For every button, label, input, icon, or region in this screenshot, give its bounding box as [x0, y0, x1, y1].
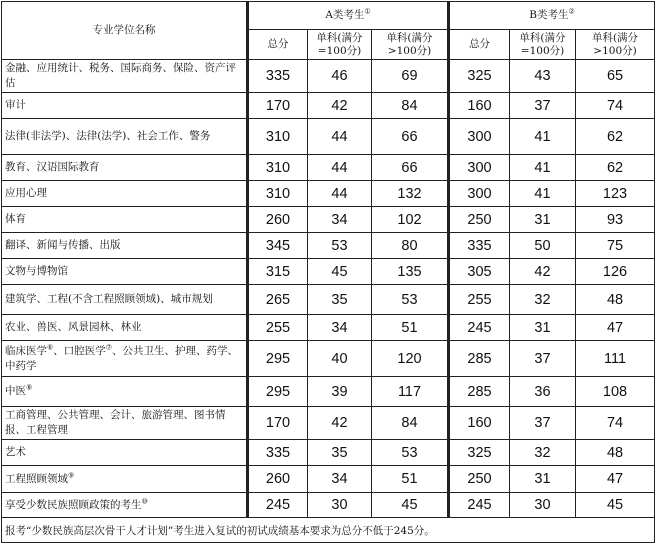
score-cell-b-total: 285 [449, 341, 510, 377]
score-cell-a-s100: 39 [308, 377, 372, 407]
major-name-cell [2, 259, 248, 285]
score-cell-b-s100: 30 [510, 493, 576, 518]
footer-row [2, 518, 655, 543]
major-name-text: 法律(非法学)、法律(法学)、社会工作、警务 [5, 130, 211, 142]
footnote-mark: ⑧ [26, 383, 33, 392]
score-cell-a-sgt100: 69 [372, 60, 449, 93]
score-cell-a-s100: 44 [308, 155, 372, 181]
score-cell-a-s100: 44 [308, 181, 372, 207]
score-cell-a-sgt100: 132 [372, 181, 449, 207]
score-cell-a-sgt100: 135 [372, 259, 449, 285]
score-cell-a-sgt100: 117 [372, 377, 449, 407]
score-cell-a-s100: 35 [308, 440, 372, 466]
score-cell-b-s100: 41 [510, 155, 576, 181]
score-cell-b-total: 285 [449, 377, 510, 407]
b-single100-header [510, 30, 576, 60]
score-cell-a-s100: 40 [308, 341, 372, 377]
footnote-mark: ⑦ [105, 343, 113, 351]
major-name-cell [2, 93, 248, 119]
score-cell-a-s100: 45 [308, 259, 372, 285]
major-name-text: 审计 [5, 99, 26, 111]
score-cell-b-s100: 43 [510, 60, 576, 93]
score-cell-b-sgt100: 74 [576, 93, 655, 119]
score-cell-b-total: 300 [449, 155, 510, 181]
major-name-cell [2, 285, 248, 315]
a-single100-label-2: =100分) [317, 44, 362, 57]
score-cell-b-sgt100: 126 [576, 259, 655, 285]
score-cell-b-s100: 37 [510, 93, 576, 119]
b-single100-label-1: 单科(满分 [519, 31, 566, 44]
score-cell-a-s100: 30 [308, 493, 372, 518]
score-cell-b-sgt100: 123 [576, 181, 655, 207]
table-row [2, 60, 655, 93]
a-single100-label-1: 单科(满分 [316, 31, 363, 44]
score-cell-b-total: 325 [449, 440, 510, 466]
score-cell-b-total: 250 [449, 466, 510, 493]
b-total-label: 总分 [469, 38, 490, 50]
major-name-cell [2, 377, 248, 407]
major-name-cell [2, 155, 248, 181]
score-cell-b-s100: 50 [510, 233, 576, 259]
score-cell-b-total: 245 [449, 493, 510, 518]
major-name-text: 临床医学 [5, 344, 47, 357]
score-cell-a-total: 295 [248, 377, 308, 407]
score-cell-a-s100: 46 [308, 60, 372, 93]
major-name-text: 建筑学、工程(不含工程照顾领域)、城市规划 [5, 293, 213, 305]
major-name-text: 翻译、新闻与传播、出版 [5, 239, 121, 251]
score-cell-a-sgt100: 53 [372, 285, 449, 315]
major-name-text: 艺术 [5, 446, 26, 458]
score-cell-b-sgt100: 111 [576, 341, 655, 377]
major-name-text: 农业、兽医、风景园林、林业 [5, 321, 142, 333]
score-cell-b-sgt100: 62 [576, 155, 655, 181]
major-name-cell [2, 466, 248, 493]
table-row [2, 440, 655, 466]
table-row [2, 259, 655, 285]
table-row [2, 233, 655, 259]
group-a-header [248, 2, 449, 30]
score-cell-a-s100: 34 [308, 315, 372, 341]
b-singlegt100-label-2: >100分) [593, 44, 637, 57]
score-cell-b-s100: 41 [510, 181, 576, 207]
score-cell-a-s100: 42 [308, 93, 372, 119]
score-cell-a-sgt100: 66 [372, 155, 449, 181]
major-name-text: 、口腔医学 [53, 344, 106, 357]
score-cell-b-s100: 32 [510, 285, 576, 315]
major-name-text: 工商管理、公共管理、会计、旅游管理、图书情报、工程管理 [5, 409, 226, 436]
major-name-cell [2, 493, 248, 518]
a-total-label: 总分 [267, 38, 289, 50]
score-cell-a-s100: 53 [308, 233, 372, 259]
score-cell-b-sgt100: 93 [576, 207, 655, 233]
a-total-header [248, 30, 308, 60]
score-cell-a-s100: 35 [308, 285, 372, 315]
major-name-text: 应用心理 [5, 187, 47, 199]
score-cell-a-total: 345 [248, 233, 308, 259]
major-name-text: 工程照顾领域 [5, 472, 68, 485]
score-cell-a-sgt100: 51 [372, 315, 449, 341]
table-row [2, 93, 655, 119]
score-cell-a-sgt100: 51 [372, 466, 449, 493]
b-singlegt100-label-1: 单科(满分 [591, 31, 639, 44]
major-name-cell [2, 207, 248, 233]
footnote-mark: ⑥ [47, 343, 54, 351]
score-cell-a-total: 315 [248, 259, 308, 285]
table-row [2, 285, 655, 315]
score-cell-a-sgt100: 66 [372, 119, 449, 155]
table-row [2, 315, 655, 341]
score-cell-b-total: 335 [449, 233, 510, 259]
score-cell-a-total: 335 [248, 440, 308, 466]
table-row [2, 207, 655, 233]
header-row-1 [2, 2, 655, 30]
table-row [2, 181, 655, 207]
score-cell-b-sgt100: 48 [576, 285, 655, 315]
score-cell-a-s100: 34 [308, 466, 372, 493]
major-name-cell [2, 341, 248, 377]
table-row [2, 377, 655, 407]
table-row [2, 407, 655, 440]
score-cell-a-total: 310 [248, 119, 308, 155]
major-name-text: 金融、应用统计、税务、国际商务、保险、资产评估 [5, 62, 236, 89]
table-row [2, 341, 655, 377]
group-b-footnote: ② [568, 7, 575, 16]
score-cell-a-total: 255 [248, 315, 308, 341]
score-cell-b-s100: 31 [510, 315, 576, 341]
group-b-header [449, 2, 655, 30]
major-name-text: 体育 [5, 213, 26, 225]
score-cell-a-total: 170 [248, 93, 308, 119]
score-cell-b-sgt100: 45 [576, 493, 655, 518]
score-cell-b-total: 245 [449, 315, 510, 341]
score-cell-a-total: 170 [248, 407, 308, 440]
score-cell-b-s100: 37 [510, 407, 576, 440]
major-name-text: 、公共卫生、护理、药学、中药学 [5, 344, 239, 372]
score-cell-b-s100: 31 [510, 207, 576, 233]
score-cell-b-total: 255 [449, 285, 510, 315]
major-name-text: 享受少数民族照顾政策的考生 [5, 498, 142, 511]
score-cell-a-total: 310 [248, 181, 308, 207]
score-cell-b-sgt100: 62 [576, 119, 655, 155]
score-cell-a-sgt100: 80 [372, 233, 449, 259]
score-cell-b-total: 160 [449, 407, 510, 440]
score-cell-a-total: 335 [248, 60, 308, 93]
score-cell-a-total: 310 [248, 155, 308, 181]
a-singlegt100-label-2: >100分) [387, 44, 432, 57]
major-name-text: 文物与博物馆 [5, 265, 68, 277]
a-singlegt100-label-1: 单科(满分 [386, 31, 433, 44]
score-cell-a-total: 295 [248, 341, 308, 377]
table-row [2, 155, 655, 181]
score-table [1, 1, 655, 543]
score-cell-a-sgt100: 84 [372, 407, 449, 440]
score-cell-b-sgt100: 47 [576, 315, 655, 341]
major-column-label: 专业学位名称 [92, 24, 156, 36]
major-name-cell [2, 315, 248, 341]
score-cell-b-total: 305 [449, 259, 510, 285]
score-cell-b-sgt100: 108 [576, 377, 655, 407]
table-row [2, 493, 655, 518]
b-total-header [449, 30, 510, 60]
table-body [2, 60, 655, 518]
footnote-mark: ⑩ [141, 497, 148, 505]
score-cell-a-sgt100: 45 [372, 493, 449, 518]
score-cell-b-s100: 41 [510, 119, 576, 155]
score-cell-b-s100: 32 [510, 440, 576, 466]
score-cell-a-sgt100: 53 [372, 440, 449, 466]
table-row [2, 119, 655, 155]
score-cell-b-s100: 31 [510, 466, 576, 493]
score-cell-b-total: 160 [449, 93, 510, 119]
score-cell-a-s100: 44 [308, 119, 372, 155]
major-name-cell [2, 119, 248, 155]
score-cell-a-total: 260 [248, 466, 308, 493]
major-name-text: 中医 [5, 385, 26, 397]
score-cell-a-s100: 34 [308, 207, 372, 233]
footer-note: 报考“少数民族高层次骨干人才计划”考生进入复试的初试成绩基本要求为总分不低于245分。 [2, 518, 655, 543]
score-cell-a-sgt100: 84 [372, 93, 449, 119]
score-cell-b-total: 325 [449, 60, 510, 93]
group-b-label: B类考生 [529, 9, 569, 21]
a-single100-header [308, 30, 372, 60]
score-cell-a-total: 245 [248, 493, 308, 518]
major-column-header [2, 2, 248, 60]
group-a-footnote: ① [364, 7, 371, 16]
a-singlegt100-header [372, 30, 449, 60]
b-single100-label-2: =100分) [520, 44, 565, 57]
score-cell-a-total: 260 [248, 207, 308, 233]
score-cell-a-total: 265 [248, 285, 308, 315]
major-name-text: 教育、汉语国际教育 [5, 161, 100, 173]
score-cell-b-sgt100: 74 [576, 407, 655, 440]
score-cell-b-s100: 42 [510, 259, 576, 285]
major-name-cell [2, 181, 248, 207]
major-name-cell [2, 60, 248, 93]
group-a-label: A类考生 [325, 9, 365, 21]
footnote-mark: ⑨ [68, 471, 75, 479]
score-cell-b-total: 300 [449, 181, 510, 207]
score-cell-b-sgt100: 65 [576, 60, 655, 93]
major-name-cell [2, 407, 248, 440]
table-row [2, 466, 655, 493]
score-cell-b-s100: 36 [510, 377, 576, 407]
score-cell-a-s100: 42 [308, 407, 372, 440]
score-cell-a-sgt100: 120 [372, 341, 449, 377]
score-cell-b-sgt100: 48 [576, 440, 655, 466]
major-name-cell [2, 440, 248, 466]
score-cell-b-s100: 37 [510, 341, 576, 377]
score-cell-b-sgt100: 75 [576, 233, 655, 259]
score-cell-b-sgt100: 47 [576, 466, 655, 493]
score-cell-a-sgt100: 102 [372, 207, 449, 233]
major-name-cell [2, 233, 248, 259]
score-cell-b-total: 300 [449, 119, 510, 155]
score-cell-b-total: 250 [449, 207, 510, 233]
b-singlegt100-header [576, 30, 655, 60]
